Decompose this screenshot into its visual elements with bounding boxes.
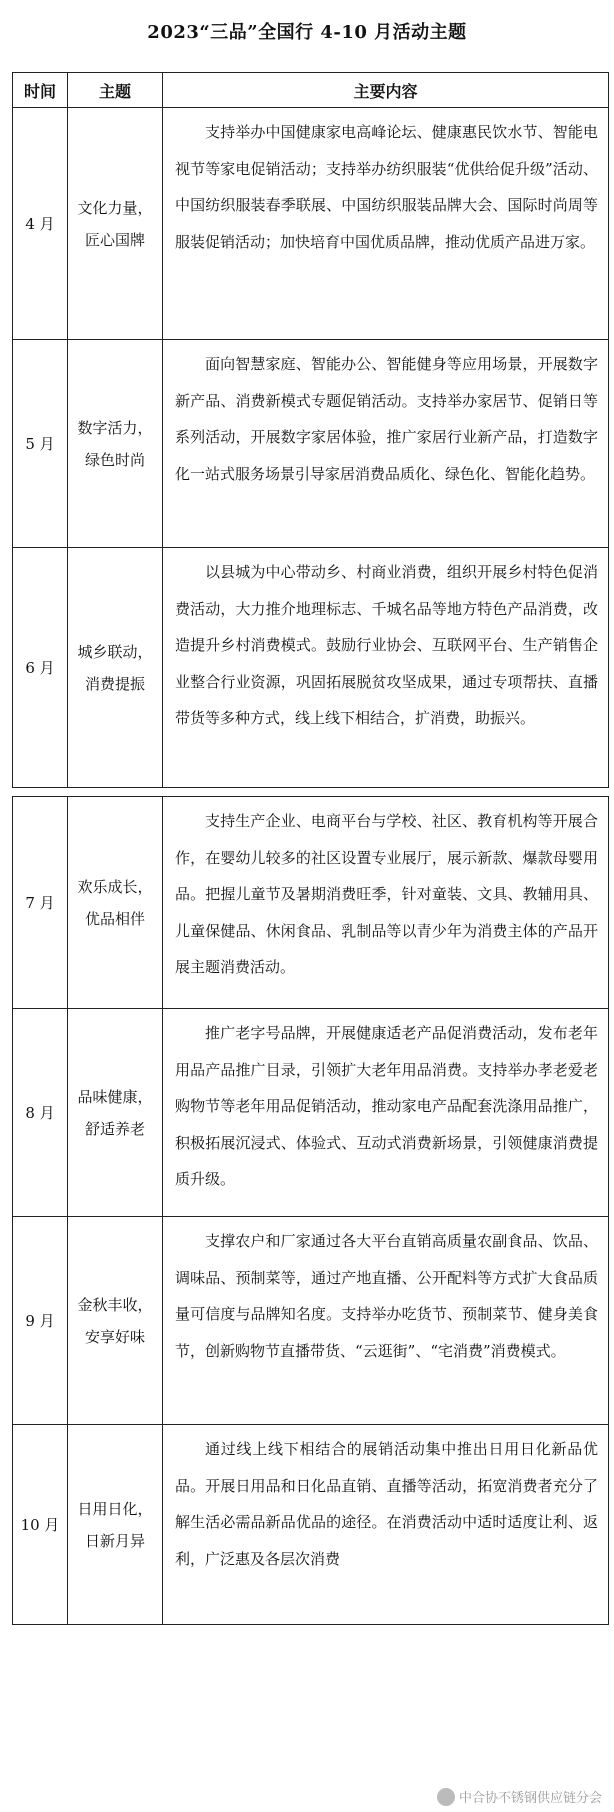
month-cell [13, 548, 68, 788]
theme-cell [68, 1009, 163, 1217]
month-label: 6 月 [25, 659, 55, 677]
content-cell: 支撑农户和厂家通过各大平台直销高质量农副食品、饮品、调味品、预制菜等，通过产地直播、公开配料等方式扩大食品质量可信度与品牌知名度。支持举办吃货节、预制菜节、健身美食节，创新购物节直播带货、“云逛街”、“宅消费”消费模式。 [163, 1217, 609, 1425]
theme-cell [68, 797, 163, 1009]
month-label: 8 月 [25, 1104, 55, 1122]
watermark-text: 中合协不锈钢供应链分会 [458, 1791, 602, 1806]
table-row [13, 340, 609, 548]
theme-line-2: 优品相伴 [84, 909, 145, 928]
month-cell [13, 1425, 68, 1625]
theme-cell [68, 340, 163, 548]
header-content: 主要内容 [163, 73, 609, 108]
page-break-gap [13, 788, 609, 797]
watermark [437, 1787, 602, 1806]
theme-line-2: 绿色时尚 [84, 450, 145, 469]
month-cell [13, 797, 68, 1009]
month-label: 9 月 [25, 1312, 55, 1330]
content-cell: 面向智慧家庭、智能办公、智能健身等应用场景，开展数字新产品、消费新模式专题促销活动。支持举办家居节、促销日等系列活动，开展数字家居体验，推广家居行业新产品，打造数字化一站式服务场景引导家居消费品质化、绿色化、智能化趋势。 [163, 340, 609, 548]
header-time: 时间 [13, 73, 68, 108]
wechat-logo-icon [437, 1788, 455, 1806]
month-label: 7 月 [25, 894, 55, 912]
table-row [13, 548, 609, 788]
table-header-row [13, 73, 609, 108]
activity-table [12, 72, 609, 1625]
content-cell: 以县城为中心带动乡、村商业消费，组织开展乡村特色促消费活动，大力推介地理标志、千城名品等地方特色产品消费，改造提升乡村消费模式。鼓励行业协会、互联网平台、生产销售企业整合行业资源，巩固拓展脱贫攻坚成果，通过专项帮扶、直播带货等多种方式，线上线下相结合，扩消费，助振兴。 [163, 548, 609, 788]
content-cell: 支持生产企业、电商平台与学校、社区、教育机构等开展合作，在婴幼儿较多的社区设置专业展厅，展示新款、爆款母婴用品。把握儿童节及暑期消费旺季，针对童装、文具、教辅用具、儿童保健品、休闲食品、乳制品等以青少年为消费主体的产品开展主题消费活动。 [163, 797, 609, 1009]
theme-line-2: 消费提振 [84, 674, 145, 693]
page-title: 2023“三品”全国行 4-10 月活动主题 [147, 22, 467, 43]
table-row [13, 108, 609, 340]
month-cell [13, 1009, 68, 1217]
theme-line-1: 日用日化， [77, 1499, 153, 1518]
table-row [13, 1009, 609, 1217]
content-cell: 推广老字号品牌，开展健康适老产品促消费活动，发布老年用品产品推广目录，引领扩大老年用品消费。支持举办孝老爱老购物节等老年用品促销活动，推动家电产品配套洗涤用品推广，积极拓展沉浸式、体验式、互动式消费新场景，引领健康消费提质升级。 [163, 1009, 609, 1217]
theme-line-1: 文化力量， [77, 198, 153, 217]
theme-line-2: 安享好味 [84, 1327, 145, 1346]
theme-line-1: 品味健康， [77, 1087, 153, 1106]
table-row [13, 1425, 609, 1625]
table-row [13, 797, 609, 1009]
month-cell [13, 1217, 68, 1425]
header-theme: 主题 [68, 73, 163, 108]
content-cell: 支持举办中国健康家电高峰论坛、健康惠民饮水节、智能电视节等家电促销活动；支持举办纺织服装“优供给促升级”活动、中国纺织服装春季联展、中国纺织服装品牌大会、国际时尚周等服装促销活动；加快培育中国优质品牌，推动优质产品进万家。 [163, 108, 609, 340]
theme-line-2: 舒适养老 [84, 1119, 145, 1138]
theme-cell [68, 108, 163, 340]
theme-line-1: 金秋丰收， [77, 1295, 153, 1314]
theme-line-1: 数字活力， [77, 418, 153, 437]
content-cell: 通过线上线下相结合的展销活动集中推出日用日化新品优品。开展日用品和日化品直销、直播等活动，拓宽消费者充分了解生活必需品新品优品的途径。在消费活动中适时适度让利、返利，广泛惠及各层次消费 [163, 1425, 609, 1625]
theme-cell [68, 548, 163, 788]
month-label: 10 月 [20, 1516, 60, 1534]
theme-line-1: 欢乐成长， [77, 877, 153, 896]
month-cell [13, 340, 68, 548]
theme-cell [68, 1425, 163, 1625]
theme-cell [68, 1217, 163, 1425]
table-row [13, 1217, 609, 1425]
month-label: 4 月 [25, 215, 55, 233]
theme-line-2: 匠心国牌 [84, 230, 145, 249]
month-label: 5 月 [25, 435, 55, 453]
theme-line-1: 城乡联动， [77, 642, 153, 661]
theme-line-2: 日新月异 [84, 1531, 145, 1550]
month-cell [13, 108, 68, 340]
